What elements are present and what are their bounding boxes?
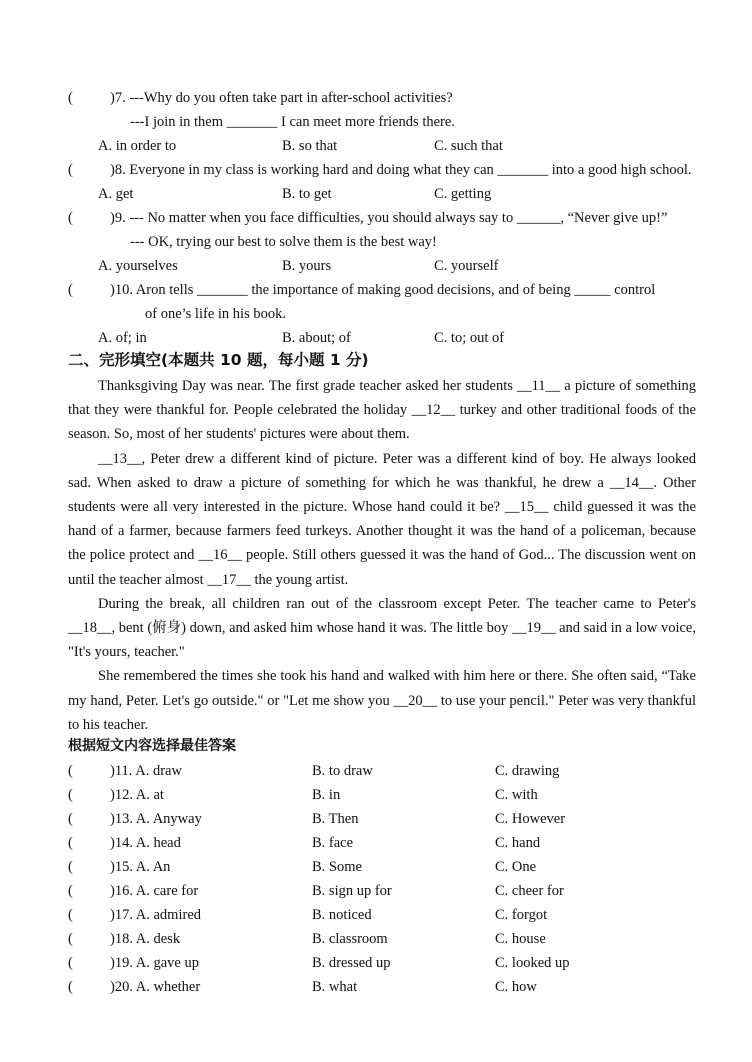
- instruction-heading: 根据短文内容选择最佳答案: [68, 738, 236, 754]
- choice-b: B. sign up for: [312, 883, 392, 899]
- choice-c: C. house: [495, 931, 546, 947]
- option-b: B. yours: [282, 258, 332, 274]
- option-a: A. of; in: [98, 330, 147, 346]
- choice-b: B. Some: [312, 859, 362, 875]
- choice-c: C. drawing: [495, 763, 560, 779]
- option-b: B. to get: [282, 186, 332, 202]
- answer-paren: (: [68, 282, 73, 298]
- choice-a: )12. A. at: [110, 787, 164, 803]
- passage-paragraph-2: __13__, Peter drew a different kind of picture. Peter was a different kind of boy. He always looked sad. When asked to draw a picture of something for which he was thankful, he drew a __14__. Other students were all very interested in the picture. Whose hand could it be? __15__ child guessed it was the hand of a farmer, because farmers feed turkeys. Another thought it was the hand of a policeman, because the police protect and __16__ people. Still others guessed it was the hand of God... The discussion went on until the teacher almost __17__ the young artist.: [68, 450, 696, 588]
- answer-paren: (: [68, 835, 73, 851]
- choice-a: )11. A. draw: [110, 763, 182, 779]
- choice-c: C. forgot: [495, 907, 548, 923]
- choice-b: B. in: [312, 787, 341, 803]
- option-c: C. to; out of: [434, 330, 505, 346]
- choice-b: B. Then: [312, 811, 359, 827]
- choice-c: C. One: [495, 859, 537, 875]
- answer-paren: (: [68, 979, 73, 995]
- choice-b: B. classroom: [312, 931, 388, 947]
- answer-paren: (: [68, 763, 73, 779]
- passage-paragraph-4: She remembered the times she took his hand and walked with him here or there. She often said, “Take my hand, Peter. Let's go outside." or "Let me show you __20__ to use your pencil." Peter was very thankful to his teacher.: [68, 668, 696, 733]
- choice-a: )15. A. An: [110, 859, 171, 875]
- option-b: B. so that: [282, 138, 338, 154]
- answer-paren: (: [68, 955, 73, 971]
- option-a: A. get: [98, 186, 134, 202]
- choice-a: )14. A. head: [110, 835, 181, 851]
- answer-paren: (: [68, 931, 73, 947]
- passage-paragraph-3: During the break, all children ran out of the classroom except Peter. The teacher came to Peter's __18__, bent (俯身) down, and asked him whose hand it was. The little boy __19__ and said in a low voice, "It's yours, teacher.": [68, 595, 696, 661]
- question-text: )10. Aron tells _______ the importance of making good decisions, and of being _____ control: [110, 282, 656, 298]
- choice-c: C. how: [495, 979, 537, 995]
- answer-paren: (: [68, 883, 73, 899]
- cloze-passage: [68, 374, 696, 737]
- question-text-line2: of one’s life in his book.: [145, 306, 286, 322]
- passage-paragraph-1: Thanksgiving Day was near. The first grade teacher asked her students __11__ a picture of something that they were thankful for. People celebrated the holiday __12__ turkey and other traditional foods of the season. So, most of her students' pictures were about them.: [68, 378, 696, 443]
- choice-b: B. what: [312, 979, 358, 995]
- section-heading: 二、完形填空(本题共 10 题，每小题 1 分): [68, 351, 369, 369]
- option-c: C. such that: [434, 138, 503, 154]
- choice-a: )17. A. admired: [110, 907, 202, 923]
- answer-paren: (: [68, 907, 73, 923]
- question-text-line2: --- OK, trying our best to solve them is the best way!: [130, 234, 437, 250]
- question-text: )8. Everyone in my class is working hard and doing what they can _______ into a good high school.: [110, 162, 692, 178]
- question-text: )9. --- No matter when you face difficulties, you should always say to ______, “Never give up!”: [110, 210, 668, 226]
- option-a: A. yourselves: [98, 258, 178, 274]
- choice-a: )20. A. whether: [110, 979, 201, 995]
- choice-c: C. hand: [495, 835, 541, 851]
- choice-c: C. cheer for: [495, 883, 564, 899]
- choice-a: )13. A. Anyway: [110, 811, 202, 827]
- choice-b: B. noticed: [312, 907, 372, 923]
- choice-c: C. looked up: [495, 955, 570, 971]
- answer-paren: (: [68, 811, 73, 827]
- choice-b: B. dressed up: [312, 955, 391, 971]
- question-text-line2: ---I join in them _______ I can meet more friends there.: [130, 114, 455, 130]
- option-a: A. in order to: [98, 138, 177, 154]
- answer-paren: (: [68, 90, 73, 106]
- choice-a: )18. A. desk: [110, 931, 181, 947]
- answer-paren: (: [68, 787, 73, 803]
- option-b: B. about; of: [282, 330, 351, 346]
- choice-c: C. with: [495, 787, 538, 803]
- choice-b: B. to draw: [312, 763, 373, 779]
- answer-paren: (: [68, 859, 73, 875]
- option-c: C. getting: [434, 186, 492, 202]
- answer-paren: (: [68, 210, 73, 226]
- choice-a: )16. A. care for: [110, 883, 199, 899]
- choice-b: B. face: [312, 835, 354, 851]
- choice-c: C. However: [495, 811, 566, 827]
- answer-paren: (: [68, 162, 73, 178]
- question-text: )7. ---Why do you often take part in after-school activities?: [110, 90, 453, 106]
- choice-a: )19. A. gave up: [110, 955, 199, 971]
- option-c: C. yourself: [434, 258, 499, 274]
